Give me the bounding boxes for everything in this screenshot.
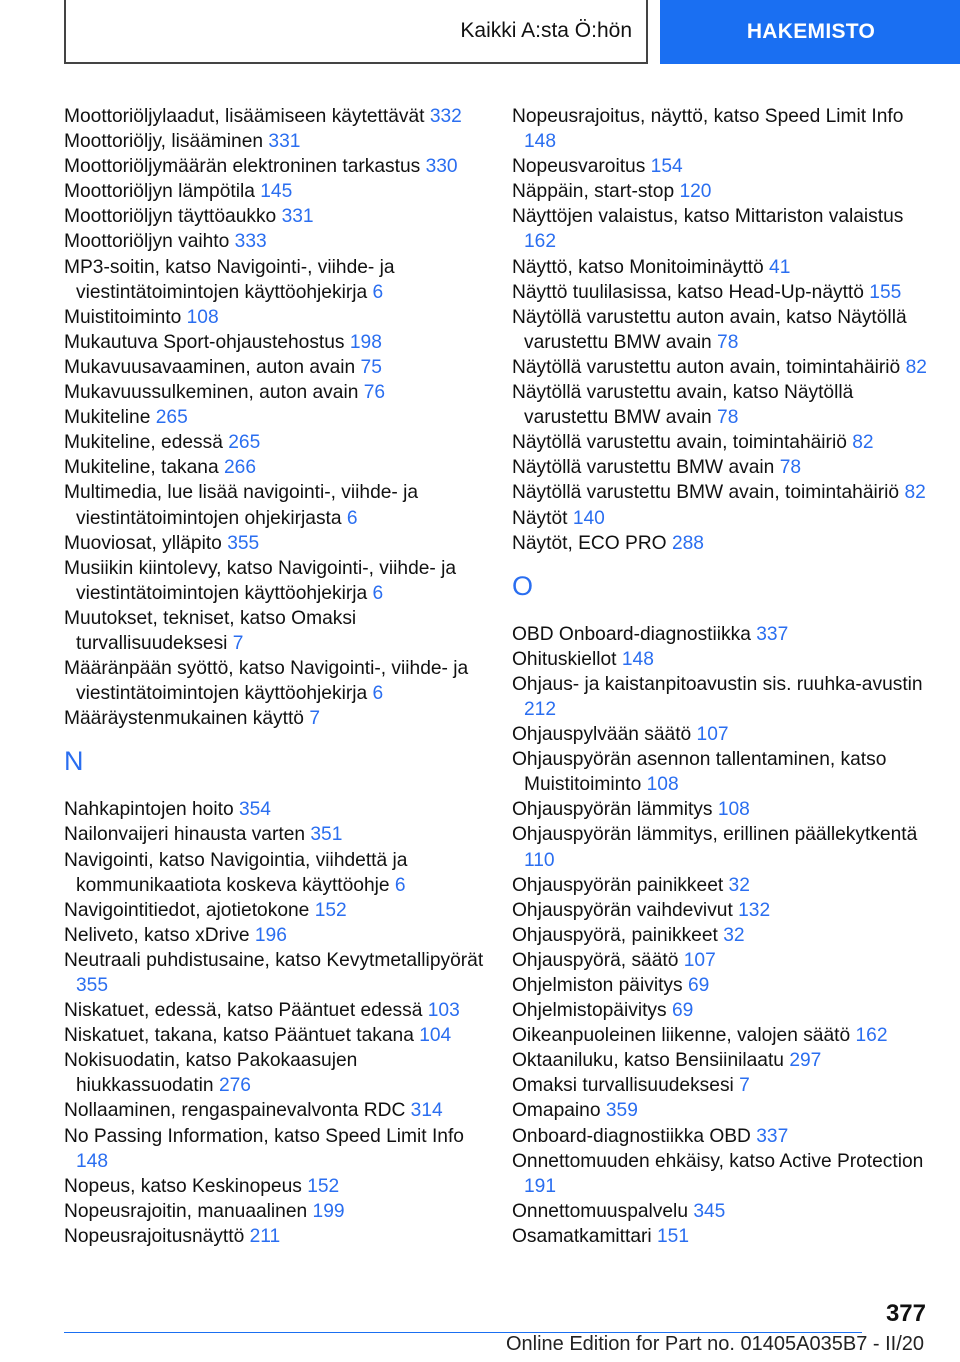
index-entry-text: Musiikin kiintolevy, katso Navigointi-, viihde- ja viestintätoimintojen käyttöohjekirja <box>64 557 457 604</box>
index-entry <box>64 848 486 898</box>
index-entry-text: Ohjauspyörä, painikkeet <box>512 924 718 946</box>
page-link[interactable]: 7 <box>232 632 244 654</box>
page-link[interactable]: 331 <box>281 206 314 228</box>
index-entry <box>64 380 486 405</box>
page-link[interactable]: 6 <box>372 281 384 303</box>
index-entry-text: Näytöllä varustettu avain, katso Näytöllä varustettu BMW avain <box>512 382 854 429</box>
index-entry-text: Ohjauspyörän asennon tallentaminen, katso Muistitoiminto <box>512 749 887 796</box>
page-link[interactable]: 331 <box>268 131 301 153</box>
index-entry-text: Mukavuussulkeminen, auton avain <box>64 382 359 404</box>
index-entry-text: Ohjauspylvään säätö <box>512 724 692 746</box>
index-entry-text: Oikeanpuoleinen liikenne, valojen säätö <box>512 1025 851 1047</box>
page-link[interactable]: 198 <box>349 331 382 353</box>
index-entry-text: Ohjauspyörän lämmitys <box>512 799 713 821</box>
index-entry-text: Nahkapintojen hoito <box>64 799 234 821</box>
page-link[interactable]: 345 <box>693 1200 726 1222</box>
page-link[interactable]: 162 <box>855 1025 888 1047</box>
index-entry <box>64 255 486 305</box>
page-link[interactable]: 265 <box>155 407 188 429</box>
page-link[interactable]: 108 <box>186 306 219 328</box>
page-link[interactable]: 333 <box>234 231 267 253</box>
index-entry-text: Multimedia, lue lisää navigointi-, viihde- ja viestintätoimintojen ohjekirjasta <box>64 482 419 529</box>
page-link[interactable]: 162 <box>524 231 557 253</box>
page-link[interactable]: 199 <box>312 1200 345 1222</box>
page-link[interactable]: 355 <box>76 975 109 996</box>
index-entry <box>512 480 932 505</box>
index-entry <box>512 430 932 455</box>
page-link[interactable]: 7 <box>739 1075 750 1097</box>
index-entry <box>512 280 932 305</box>
page-link[interactable]: 196 <box>254 924 287 946</box>
page-link[interactable]: 120 <box>679 181 712 203</box>
index-entry <box>64 1174 486 1199</box>
page-link[interactable]: 41 <box>769 256 791 278</box>
index-entry <box>512 154 932 179</box>
index-entry-text: Näytöllä varustettu BMW avain, toimintahäiriö <box>512 482 900 504</box>
index-entry <box>64 556 486 606</box>
index-entry <box>512 797 932 822</box>
index-entry-text: Mukiteline <box>64 407 151 429</box>
page-link[interactable]: 104 <box>419 1025 452 1047</box>
page-link[interactable]: 140 <box>572 507 605 529</box>
index-entry-text: Näytöllä varustettu auton avain, toimintahäiriö <box>512 356 901 378</box>
index-entry-text: Mukiteline, takana <box>64 457 219 479</box>
index-entry-text: Näytöllä varustettu BMW avain <box>512 457 775 479</box>
index-entry <box>64 204 486 229</box>
index-entry-text: MP3-soitin, katso Navigointi-, viihde- ja viestintätoimintojen käyttöohjekirja <box>64 256 395 303</box>
index-entry <box>64 923 486 948</box>
index-entry <box>64 898 486 923</box>
index-entry <box>512 1023 932 1048</box>
top-navigation <box>64 0 960 66</box>
page-link[interactable]: 108 <box>646 774 679 796</box>
page-link[interactable]: 110 <box>524 849 555 871</box>
index-entry-text: Nokisuodatin, katso Pakokaasujen hiukkassuodatin <box>64 1050 358 1097</box>
index-entry <box>64 822 486 847</box>
page-link[interactable]: 151 <box>657 1225 690 1247</box>
page-link[interactable]: 332 <box>429 106 462 127</box>
index-entry <box>64 1224 486 1249</box>
index-entry-text: Moottoriöljyn täyttöaukko <box>64 206 277 228</box>
page-link[interactable]: 288 <box>671 532 704 554</box>
page-link[interactable]: 6 <box>394 874 406 896</box>
page-link[interactable]: 76 <box>363 382 386 404</box>
index-entry <box>64 104 486 129</box>
index-entry-text: Nopeusvaroitus <box>512 156 646 178</box>
index-entry <box>512 455 932 480</box>
index-entry <box>512 998 932 1023</box>
index-entry-text: Navigointi, katso Navigointia, viihdettä ja kommunikaatiota koskeva käyttöohje <box>64 849 408 896</box>
tab-index[interactable]: HAKEMISTO <box>660 0 960 64</box>
index-entry <box>64 1098 486 1123</box>
index-entry-text: Onboard-diagnostiikka OBD <box>512 1125 751 1147</box>
section-letter: O <box>512 570 534 601</box>
page-link[interactable]: 107 <box>696 724 729 746</box>
page-link[interactable]: 82 <box>905 356 927 378</box>
index-entry <box>512 531 932 556</box>
index-entry-text: Määränpään syöttö, katso Navigointi-, viihde- ja viestintätoimintojen käyttöohjekirja <box>64 658 469 705</box>
index-entry-text: Muistitoiminto <box>64 306 182 328</box>
page-link[interactable]: 266 <box>224 457 257 479</box>
page-link[interactable]: 148 <box>621 648 654 670</box>
index-entry <box>512 380 932 430</box>
section-letter: N <box>64 746 84 777</box>
page-link[interactable]: 354 <box>238 799 271 821</box>
index-entry <box>64 405 486 430</box>
index-entry-text: Ohituskiellot <box>512 648 617 670</box>
page-link[interactable]: 103 <box>427 1000 460 1022</box>
edition-info: Online Edition for Part no. 01405A035B7 - II/20 <box>505 1333 924 1355</box>
index-entry <box>64 706 486 731</box>
index-entry <box>512 1224 932 1249</box>
page-link[interactable]: 78 <box>779 457 802 479</box>
page-link[interactable]: 152 <box>307 1175 340 1197</box>
index-entry-text: Oktaaniluku, katso Bensiinilaatu <box>512 1050 784 1072</box>
index-entry <box>64 998 486 1023</box>
index-entry <box>64 1048 486 1098</box>
page-link[interactable]: 6 <box>372 582 384 604</box>
page-number: 377 <box>885 1300 926 1327</box>
page-link[interactable]: 7 <box>309 708 320 730</box>
index-entry-text: Moottoriöljy, lisääminen <box>64 131 264 153</box>
page-link[interactable]: 211 <box>249 1225 281 1247</box>
page-link[interactable]: 191 <box>524 1175 557 1197</box>
page-link[interactable]: 78 <box>717 331 739 353</box>
index-entry <box>64 430 486 455</box>
index-column-right <box>512 104 932 1249</box>
index-entry <box>64 1199 486 1224</box>
index-entry <box>512 1199 932 1224</box>
index-entry <box>512 898 932 923</box>
index-entry <box>512 104 932 154</box>
index-entry <box>512 179 932 204</box>
page-link[interactable]: 337 <box>756 1125 789 1147</box>
index-entry <box>64 355 486 380</box>
index-entry <box>64 1124 486 1174</box>
index-entry <box>512 355 932 380</box>
index-entry-text: Näytöt <box>512 507 568 529</box>
page-link[interactable]: 75 <box>360 356 382 378</box>
index-entry-text: Ohjauspyörän vaihdevivut <box>512 899 733 921</box>
index-entry-text: OBD Onboard-diagnostiikka <box>512 623 751 645</box>
index-entry-text: Moottoriöljyn vaihto <box>64 231 230 253</box>
index-entry-text: Näytöt, ECO PRO <box>512 532 667 554</box>
index-column-left <box>64 104 486 1249</box>
index-entry-text: Onnettomuuspalvelu <box>512 1200 688 1222</box>
index-entry <box>64 948 486 998</box>
index-entry <box>512 1073 932 1098</box>
index-entry-text: Osamatkamittari <box>512 1225 652 1247</box>
page-link[interactable]: 69 <box>687 975 710 996</box>
index-entry-text: Ohjelmiston päivitys <box>512 975 683 996</box>
index-entry <box>512 255 932 280</box>
page-link[interactable]: 148 <box>76 1150 109 1172</box>
index-entry <box>512 747 932 797</box>
index-entry <box>512 873 932 898</box>
page-link[interactable]: 297 <box>789 1050 822 1072</box>
index-entry <box>64 129 486 154</box>
index-entry-text: Näppäin, start-stop <box>512 181 675 203</box>
index-entry-text: Onnettomuuden ehkäisy, katso Active Protection <box>512 1150 924 1172</box>
index-entry-text: Nopeusrajoitin, manuaalinen <box>64 1200 308 1222</box>
index-entry-text: Mukavuusavaaminen, auton avain <box>64 356 356 378</box>
index-entry <box>512 1124 932 1149</box>
page-link[interactable]: 145 <box>260 181 293 203</box>
index-entry <box>64 480 486 530</box>
page-link[interactable]: 78 <box>717 407 739 429</box>
index-entry-text: Omapaino <box>512 1100 601 1122</box>
page-link[interactable]: 152 <box>314 899 347 921</box>
tab-all-a-to-z[interactable]: Kaikki A:sta Ö:hön <box>64 0 648 64</box>
index-entry-text: Neliveto, katso xDrive <box>64 924 250 946</box>
index-entry-text: Mukautuva Sport-ohjaustehostus <box>64 331 345 353</box>
page-link[interactable]: 6 <box>346 507 358 529</box>
index-entry-text: Näyttö tuulilasissa, katso Head-Up-näyttö <box>512 281 864 303</box>
page-link[interactable]: 337 <box>756 623 789 645</box>
index-entry <box>512 948 932 973</box>
index-entry-text: Nopeusrajoitus, näyttö, katso Speed Limit Info <box>512 106 904 127</box>
page-link[interactable]: 276 <box>218 1075 251 1097</box>
page-link[interactable]: 330 <box>425 156 458 178</box>
index-entry <box>64 179 486 204</box>
page-link[interactable]: 132 <box>738 899 771 921</box>
index-entry-text: Näytöllä varustettu avain, toimintahäiriö <box>512 432 847 454</box>
index-entry-text: Muoviosat, ylläpito <box>64 532 222 554</box>
page-link[interactable]: 32 <box>723 924 745 946</box>
index-entry <box>64 606 486 656</box>
index-entry <box>512 1048 932 1073</box>
page-link[interactable]: 82 <box>904 482 926 504</box>
page-link[interactable]: 355 <box>227 532 260 554</box>
index-entry-text: Näyttöjen valaistus, katso Mittariston valaistus <box>512 206 904 228</box>
index-entry <box>512 305 932 355</box>
index-entry <box>512 506 932 531</box>
index-entry <box>512 722 932 747</box>
page-link[interactable]: 82 <box>852 432 874 454</box>
index-entry-text: Nollaaminen, rengaspainevalvonta RDC <box>64 1100 406 1122</box>
index-entry-text: Ohjauspyörän painikkeet <box>512 874 724 896</box>
index-entry-text: Muutokset, tekniset, katso Omaksi turvallisuudeksesi <box>64 607 357 654</box>
index-entry-text: Niskatuet, takana, katso Pääntuet takana <box>64 1025 414 1047</box>
index-entry <box>512 672 932 722</box>
index-entry <box>512 1149 932 1199</box>
index-entry-text: Määräystenmukainen käyttö <box>64 708 304 730</box>
index-entry-text: Nopeus, katso Keskinopeus <box>64 1175 302 1197</box>
page-link[interactable]: 107 <box>683 949 716 971</box>
index-entry <box>512 973 932 998</box>
index-entry-text: Moottoriöljylaadut, lisäämiseen käytettävät <box>64 106 425 127</box>
page-link[interactable]: 212 <box>524 698 557 720</box>
index-entry-text: Ohjauspyörän lämmitys, erillinen päällekytkentä <box>512 824 918 846</box>
index-entry <box>512 204 932 254</box>
index-entry-text: Ohjelmistopäivitys <box>512 1000 667 1022</box>
index-entry <box>512 1098 932 1123</box>
index-entry <box>64 154 486 179</box>
index-entry-text: Navigointitiedot, ajotietokone <box>64 899 310 921</box>
index-entry <box>64 1023 486 1048</box>
index-entry-text: Moottoriöljyn lämpötila <box>64 181 255 203</box>
index-entry-text: Omaksi turvallisuudeksesi <box>512 1075 734 1097</box>
index-entry-text: Nopeusrajoitusnäyttö <box>64 1225 245 1247</box>
index-entry <box>512 822 932 872</box>
index-entry-text: Näytöllä varustettu auton avain, katso Näytöllä varustettu BMW avain <box>512 306 907 353</box>
index-entry-text: Ohjaus- ja kaistanpitoavustin sis. ruuhka-avustin <box>512 673 923 695</box>
index-entry <box>64 305 486 330</box>
index-entry <box>512 923 932 948</box>
page-link[interactable]: 351 <box>310 824 343 846</box>
index-entry-text: No Passing Information, katso Speed Limit Info <box>64 1125 464 1147</box>
index-entry-text: Ohjauspyörä, säätö <box>512 949 679 971</box>
page-link[interactable]: 108 <box>717 799 750 821</box>
page-link[interactable]: 32 <box>728 874 750 896</box>
index-entry-text: Moottoriöljymäärän elektroninen tarkastus <box>64 156 421 178</box>
page-link[interactable]: 154 <box>650 156 683 178</box>
index-entry <box>64 656 486 706</box>
index-entry-text: Neutraali puhdistusaine, katso Kevytmetallipyörät <box>64 949 484 971</box>
index-entry <box>512 647 932 672</box>
index-entry-text: Mukiteline, edessä <box>64 432 223 454</box>
index-entry <box>512 622 932 647</box>
index-entry <box>64 330 486 355</box>
index-entry-text: Näyttö, katso Monitoiminäyttö <box>512 256 764 278</box>
page-link[interactable]: 265 <box>228 432 261 454</box>
page-link[interactable]: 148 <box>524 131 557 153</box>
page-link[interactable]: 6 <box>372 683 384 705</box>
index-entry-text: Niskatuet, edessä, katso Pääntuet edessä <box>64 1000 423 1022</box>
page-link[interactable]: 69 <box>671 1000 694 1022</box>
index-entry <box>64 531 486 556</box>
index-entry-text: Nailonvaijeri hinausta varten <box>64 824 306 846</box>
page-link[interactable]: 314 <box>410 1100 443 1122</box>
index-entry <box>64 455 486 480</box>
index-entry <box>64 797 486 822</box>
page-link[interactable]: 155 <box>869 281 902 303</box>
index-entry <box>64 229 486 254</box>
page-link[interactable]: 359 <box>605 1100 638 1122</box>
